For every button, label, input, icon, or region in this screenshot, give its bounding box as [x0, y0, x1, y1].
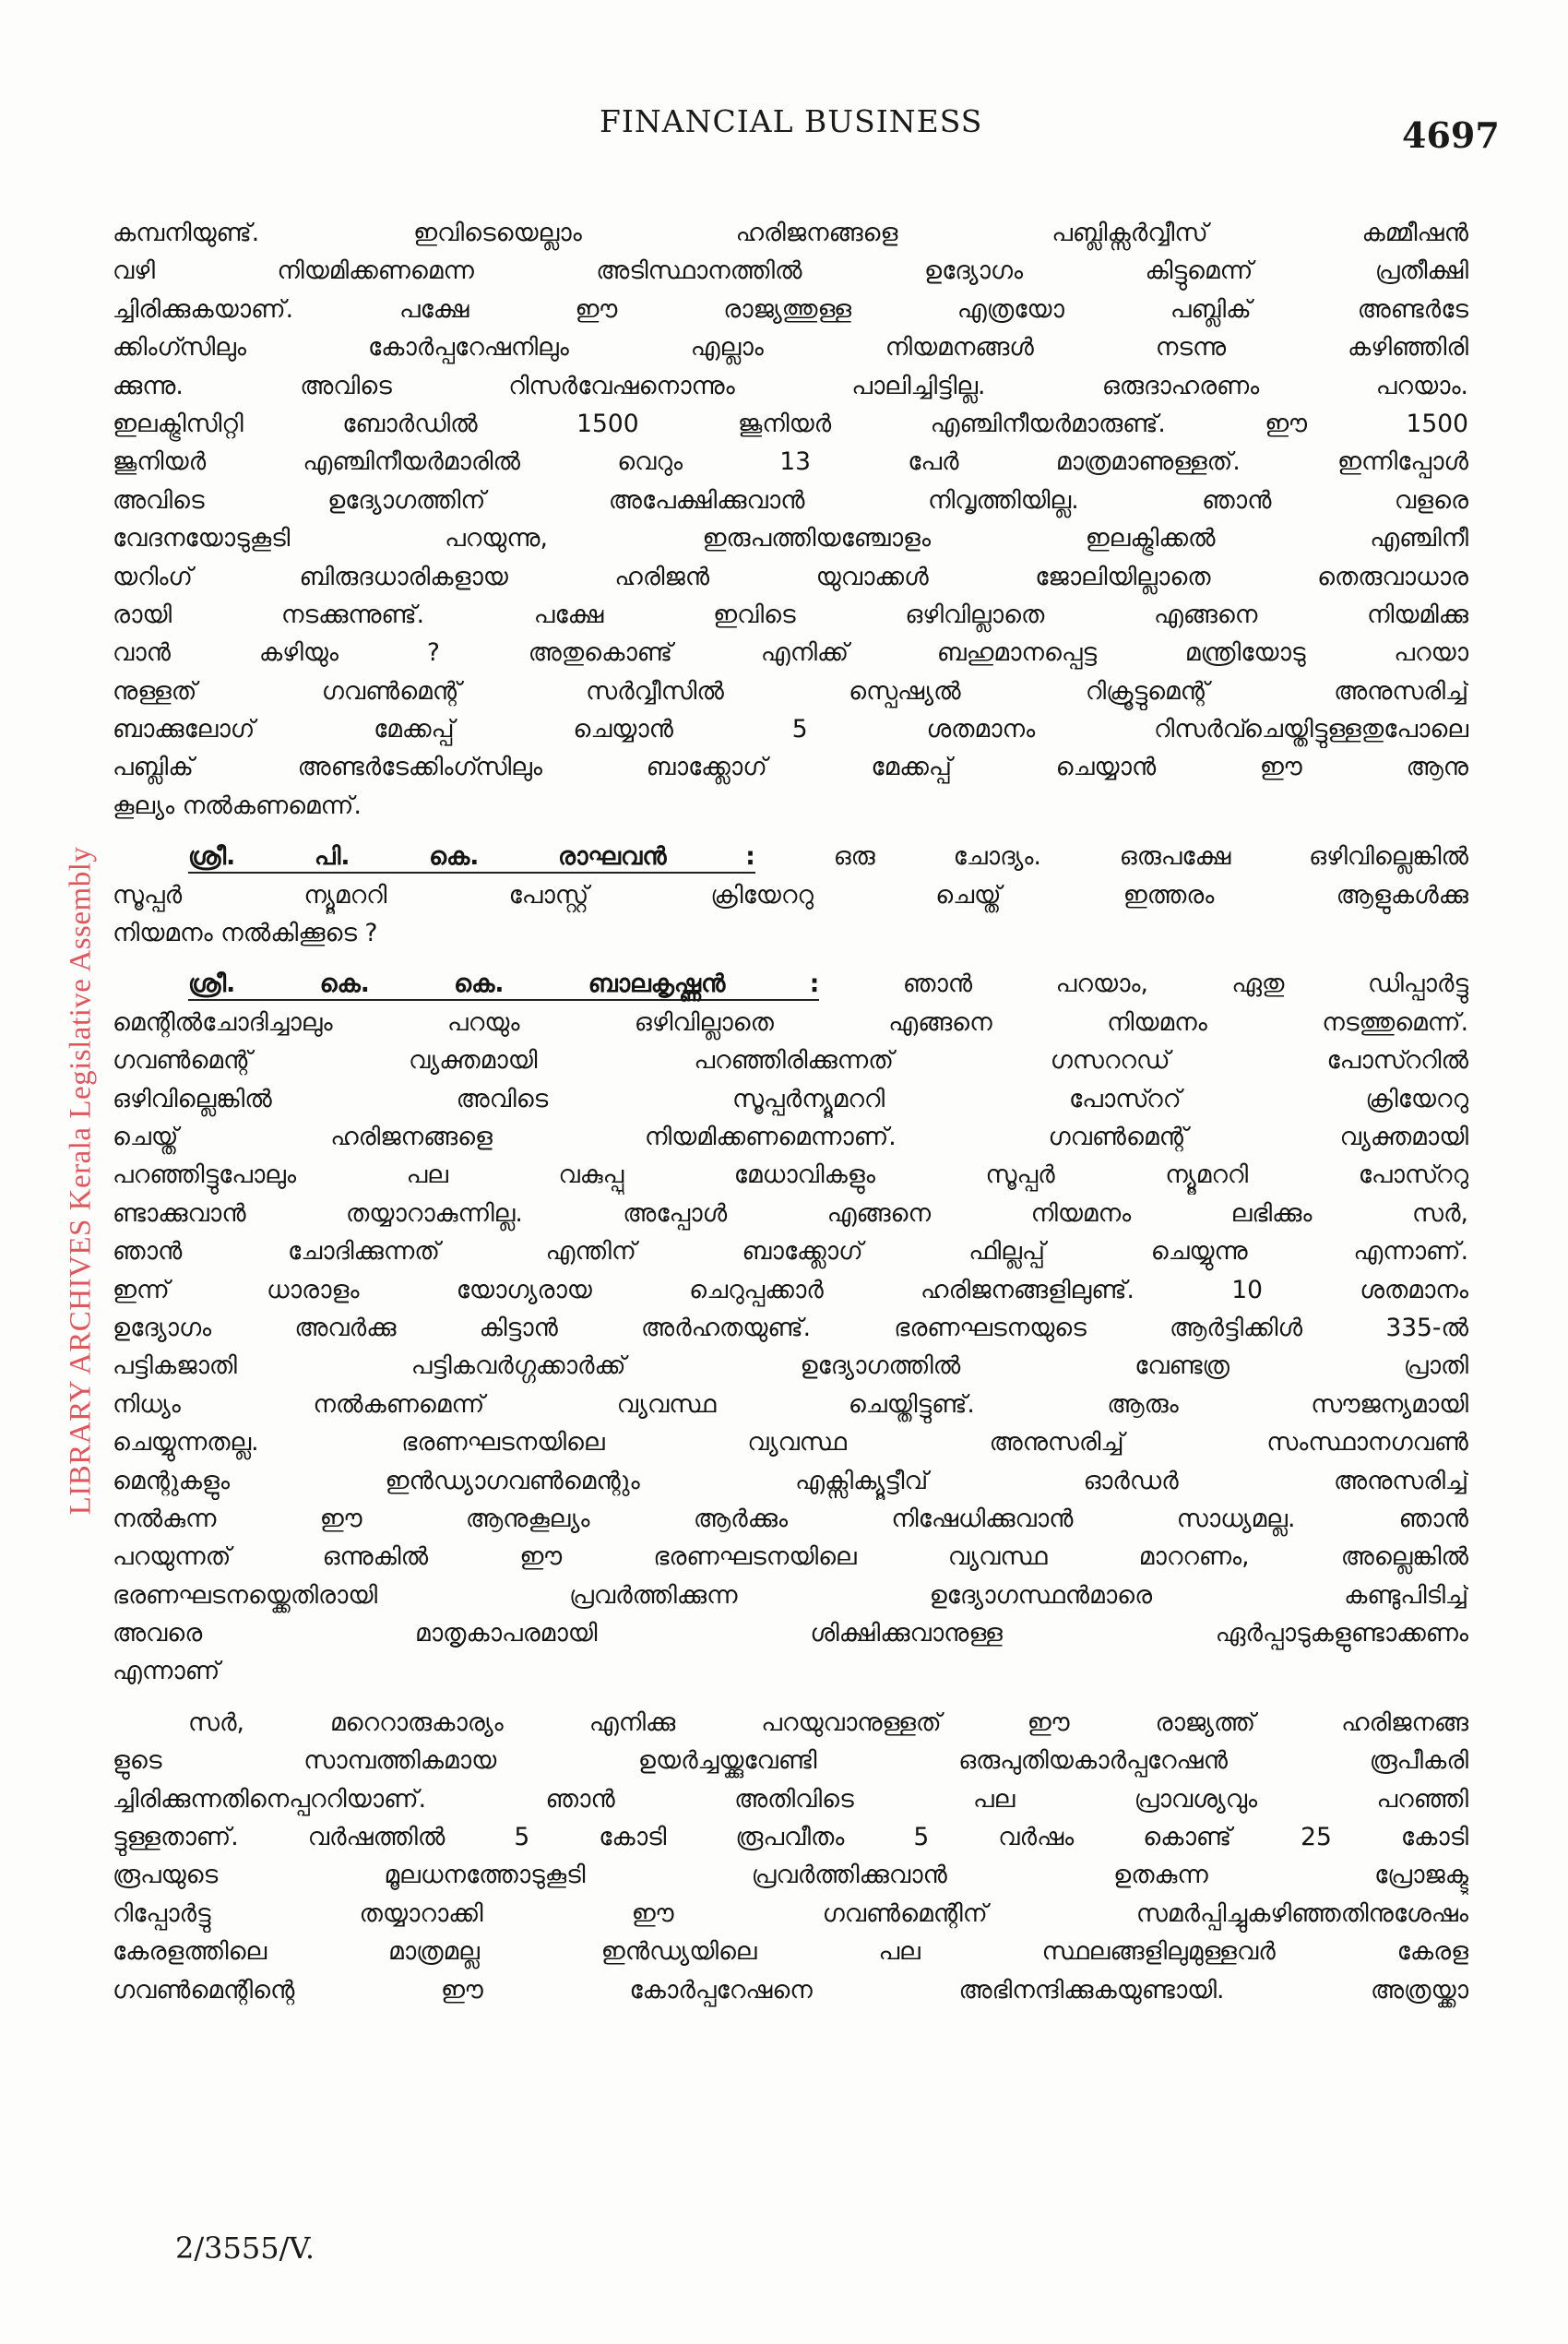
- text-line: പറഞ്ഞിട്ടുപോലും പല വകുപ്പു മേധാവികളും സൂപ്പർ ന്യൂമററി പോസ്ററു: [113, 1160, 1468, 1190]
- text-line: ഇലക്ട്രിസിറ്റി ബോർഡിൽ 1500 ജൂനിയർ എഞ്ചിനീയർമാരുണ്ട്. ഈ 1500: [113, 409, 1468, 438]
- text-line: നിധ്യം നൽകണമെന്ന് വ്യവസ്ഥ ചെയ്തിട്ടുണ്ട്. ആരും സൗജന്യമായി: [113, 1389, 1468, 1419]
- text-line: വാൻ കഴിയും ? അതുകൊണ്ട് എനിക്ക് ബഹുമാനപ്പെട്ട മന്ത്രിയോടു പറയാ: [113, 638, 1468, 668]
- text-line: യറിംഗ് ബിരുദധാരികളായ ഹരിജൻ യുവാക്കൾ ജോലിയില്ലാതെ തെരുവാധാര: [113, 562, 1468, 591]
- text-line: ജൂനിയർ എഞ്ചിനീയർമാരിൽ വെറും 13 പേർ മാത്രമാണുള്ളത്. ഇന്നിപ്പോൾ: [113, 447, 1468, 477]
- speech-text: ഞാൻ പറയാം, ഏതു ഡിപ്പാർട്ടു: [819, 970, 1468, 999]
- body-text: [113, 214, 1468, 2009]
- text-line: പട്ടികജാതി പട്ടികവർഗ്ഗക്കാർക്ക് ഉദ്യോഗത്തിൽ വേണ്ടത്ര പ്രാതി: [113, 1351, 1468, 1381]
- text-line: [113, 838, 1468, 875]
- text-line: ഭരണഘടനയ്ക്കെതിരായി പ്രവർത്തിക്കുന്ന ഉദ്യോഗസ്ഥൻമാരെ കണ്ടുപിടിച്ച്: [113, 1580, 1468, 1610]
- footer-code: 2/3555/V.: [175, 2231, 315, 2266]
- text-line: കൂല്യം നൽകണമെന്ന്.: [113, 791, 362, 820]
- text-line: രായി നടക്കുന്നുണ്ട്. പക്ഷേ ഇവിടെ ഒഴിവില്ലാതെ എങ്ങനെ നിയമിക്കു: [113, 600, 1468, 629]
- text-line: റിപ്പോർട്ടു തയ്യാറാക്കി ഈ ഗവൺമെന്റിന് സമർപ്പിച്ചുകഴിഞ്ഞതിനുശേഷം: [113, 1898, 1468, 1928]
- text-line: മെന്റിൽചോദിച്ചാലും പറയും ഒഴിവില്ലാതെ എങ്ങനെ നിയമനം നടത്തുമെന്ന്.: [113, 1007, 1468, 1037]
- text-line: ഗവൺമെന്റിന്റെ ഈ കോർപ്പറേഷനെ അഭിനന്ദിക്കുകയുണ്ടായി. അത്രയ്ക്കാ: [113, 1975, 1468, 2005]
- text-line: ക്കുന്നു. അവിടെ റിസർവേഷനൊന്നും പാലിച്ചിട്ടില്ല. ഒരുദാഹരണം പറയാം.: [113, 371, 1468, 400]
- text-line: ഉദ്യോഗം അവർക്കു കിട്ടാൻ അർഹതയുണ്ട്. ഭരണഘടനയുടെ ആർട്ടിക്കിൾ 335-ൽ: [113, 1313, 1468, 1342]
- text-line: ചെയ്ത് ഹരിജനങ്ങളെ നിയമിക്കണമെന്നാണ്. ഗവൺമെന്റ് വ്യക്തമായി: [113, 1122, 1468, 1151]
- text-line: ച്ചിരിക്കുകയാണ്. പക്ഷേ ഈ രാജ്യത്തുള്ള എത്രയോ പബ്ലിക് അണ്ടർടേ: [113, 294, 1468, 324]
- text-line: അവരെ മാതൃകാപരമായി ശിക്ഷിക്കുവാനുള്ള ഏർപ്പാടുകളുണ്ടാക്കണം: [113, 1619, 1468, 1648]
- text-line: ക്കിംഗ്സിലും കോർപ്പറേഷനിലും എല്ലാം നിയമനങ്ങൾ നടന്നു കഴിഞ്ഞിരി: [113, 333, 1468, 363]
- text-line: സർ, മറെറാരുകാര്യം എനിക്കു പറയുവാനുള്ളത് ഈ രാജ്യത്ത് ഹരിജനങ്ങ: [188, 1707, 1468, 1737]
- archive-watermark: LIBRARY ARCHIVES Kerala Legislative Assembly: [64, 846, 98, 1516]
- text-line: മെന്റുകളും ഇൻഡ്യാഗവൺമെന്റും എക്സിക്യൂട്ടീവ് ഓർഡർ അനുസരിച്ച്: [113, 1466, 1468, 1495]
- text-line: [113, 965, 1468, 1003]
- text-line: കമ്പനിയുണ്ട്. ഇവിടെയെല്ലാം ഹരിജനങ്ങളെ പബ്ലിക്സർവ്വീസ് കമ്മീഷൻ: [113, 219, 1468, 247]
- text-line: ഇന്ന് ധാരാളം യോഗ്യരായ ചെറുപ്പക്കാർ ഹരിജനങ്ങളിലുണ്ട്. 10 ശതമാനം: [113, 1275, 1468, 1304]
- text-line: ഞാൻ ചോദിക്കുന്നത് എന്തിന് ബാക്ക്ലോഗ് ഫില്ലപ്പ് ചെയ്യുന്നു എന്നാണ്.: [113, 1237, 1468, 1267]
- text-line: നിയമനം നൽകിക്കൂടെ ?: [113, 919, 378, 948]
- paragraph-gap: [113, 825, 1468, 838]
- text-line: നുള്ളത് ഗവൺമെന്റ് സർവ്വീസിൽ സ്പെഷ്യൽ റിക്രൂട്ടുമെന്റ് അനുസരിച്ച്: [113, 676, 1468, 706]
- text-line: സൂപ്പർ ന്യൂമററി പോസ്റ്റ് ക്രിയേററു ചെയ്ത് ഇത്തരം ആളുകൾക്കു: [113, 880, 1468, 910]
- speaker-name: ശ്രീ. പി. കെ. രാഘവൻ :: [188, 842, 755, 874]
- text-line: രൂപയുടെ മൂലധനത്തോടുകൂടി പ്രവർത്തിക്കുവാൻ ഉതകുന്ന പ്രോജക്ടു: [113, 1861, 1468, 1890]
- speaker-name: ശ്രീ. കെ. കെ. ബാലകൃഷ്ണൻ :: [188, 970, 819, 1001]
- text-line: ളുടെ സാമ്പത്തികമായ ഉയർച്ചയ്ക്കുവേണ്ടി ഒരുപുതിയകാർപ്പറേഷൻ രൂപീകരി: [113, 1746, 1468, 1776]
- text-line: ബാക്കുലോഗ് മേക്കപ്പ് ചെയ്യാൻ 5 ശതമാനം റിസർവ്ചെയ്തിട്ടുള്ളതുപോലെ: [113, 715, 1468, 744]
- text-line: ഒഴിവില്ലെങ്കിൽ അവിടെ സൂപ്പർന്യൂമററി പോസ്ററ് ക്രിയേററു: [113, 1084, 1468, 1113]
- text-line: നൽകുന്ന ഈ ആനുകൂല്യം ആർക്കും നിഷേധിക്കുവാൻ സാധ്യമല്ല. ഞാൻ: [113, 1504, 1468, 1533]
- speech-text: ഒരു ചോദ്യം. ഒരുപക്ഷേ ഒഴിവില്ലെങ്കിൽ: [754, 842, 1468, 872]
- text-line: കേരളത്തിലെ മാത്രമല്ല ഇൻഡ്യയിലെ പല സ്ഥലങ്ങളിലുമുള്ളവർ കേരള: [113, 1937, 1468, 1967]
- text-line: ചെയ്യുന്നതല്ല. ഭരണഘടനയിലെ വ്യവസ്ഥ അനുസരിച്ച് സംസ്ഥാനഗവൺ: [113, 1428, 1468, 1458]
- text-line: ട്ടുള്ളതാണ്. വർഷത്തിൽ 5 കോടി രൂപവീതം 5 വർഷം കൊണ്ട് 25 കോടി: [113, 1823, 1468, 1852]
- paragraph-gap: [113, 952, 1468, 965]
- text-line: ണ്ടാക്കുവാൻ തയ്യാറാകുന്നില്ല. അപ്പോൾ എങ്ങനെ നിയമനം ലഭിക്കും സർ,: [113, 1198, 1468, 1228]
- text-line: അവിടെ ഉദ്യോഗത്തിന് അപേക്ഷിക്കുവാൻ നിവൃത്തിയില്ല. ഞാൻ വളരെ: [113, 485, 1468, 515]
- text-line: പറയുന്നത് ഒന്നുകിൽ ഈ ഭരണഘടനയിലെ വ്യവസ്ഥ മാററണം, അല്ലെങ്കിൽ: [113, 1542, 1468, 1572]
- text-line: വഴി നിയമിക്കണമെന്ന അടിസ്ഥാനത്തിൽ ഉദ്യോഗം കിട്ടുമെന്ന് പ്രതീക്ഷി: [113, 256, 1468, 286]
- text-line: പബ്ലിക് അണ്ടർടേക്കിംഗ്സിലും ബാക്ക്ലോഗ് മേക്കപ്പ് ചെയ്യാൻ ഈ ആനു: [113, 753, 1468, 782]
- page-number: 4697: [1402, 114, 1500, 156]
- text-line: ഗവൺമെന്റ് വ്യക്തമായി പറഞ്ഞിരിക്കുന്നത് ഗസററഡ് പോസ്ററിൽ: [113, 1046, 1468, 1076]
- text-line: ച്ചിരിക്കുന്നതിനെപ്പററിയാണ്. ഞാൻ അതിവിടെ പല പ്രാവശ്യവും പറഞ്ഞി: [113, 1784, 1468, 1814]
- paragraph-gap: [113, 1691, 1468, 1704]
- text-line: വേദനയോടുകൂടി പറയുന്നു, ഇരുപത്തിയഞ്ചോളം ഇലക്ട്രിക്കൽ എഞ്ചിനീ: [113, 524, 1468, 553]
- running-head: FINANCIAL BUSINESS: [600, 103, 983, 139]
- text-line: എന്നാണ്: [113, 1657, 220, 1686]
